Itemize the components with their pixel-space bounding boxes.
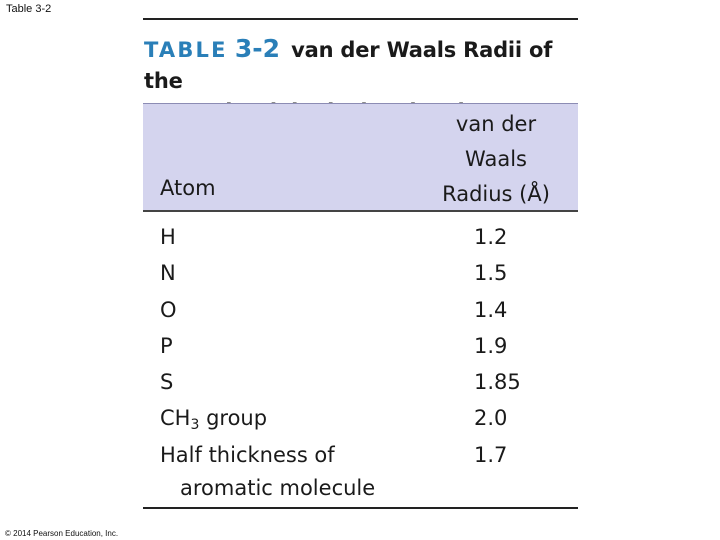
table-number: 3-2 [234,34,280,63]
table-row [143,255,578,291]
copyright-notice: © 2014 Pearson Education, Inc. [5,529,119,538]
atom-cell [160,437,375,507]
radius-cell: 1.7 [474,442,508,467]
table-row [143,219,578,255]
table-row [143,364,578,400]
radius-cell: 2.0 [474,406,508,431]
column-header-atom: Atom [160,176,216,200]
column-header-radius [414,107,578,212]
table-header [143,103,578,212]
radius-cell: 1.2 [474,225,508,249]
table-top-rule [143,18,578,20]
atom-cell [160,400,267,436]
table-row [143,292,578,328]
radius-cell: 1.4 [474,297,508,322]
table-row [143,437,578,507]
table-row [143,328,578,364]
column-header-radius-line1: van der [455,112,537,136]
atom-cell: S [160,370,174,395]
atom-cell: O [160,297,177,322]
atom-suffix: group [199,406,268,431]
atom-subscript: 3 [190,417,200,434]
atom-cell: H [160,225,176,249]
table-bottom-rule [143,507,578,509]
atom-cell: N [160,261,176,286]
slide-label: Table 3-2 [6,3,52,15]
atom-formula: CH [160,406,191,431]
radius-cell: 1.85 [474,370,521,395]
column-header-radius-line2: Waals [465,147,527,171]
radius-cell: 1.5 [474,261,508,286]
atom-cell: P [160,333,173,358]
table-row [143,400,578,436]
atom-line1: Half thickness of [160,442,335,467]
radius-cell: 1.9 [474,333,508,358]
table-tag: TABLE [144,38,228,62]
column-header-radius-line3: Radius (Å) [442,182,550,206]
table-title-line1: van der Waals Radii of the [144,38,553,93]
table-body [143,219,578,507]
atom-line2: aromatic molecule [180,476,376,501]
